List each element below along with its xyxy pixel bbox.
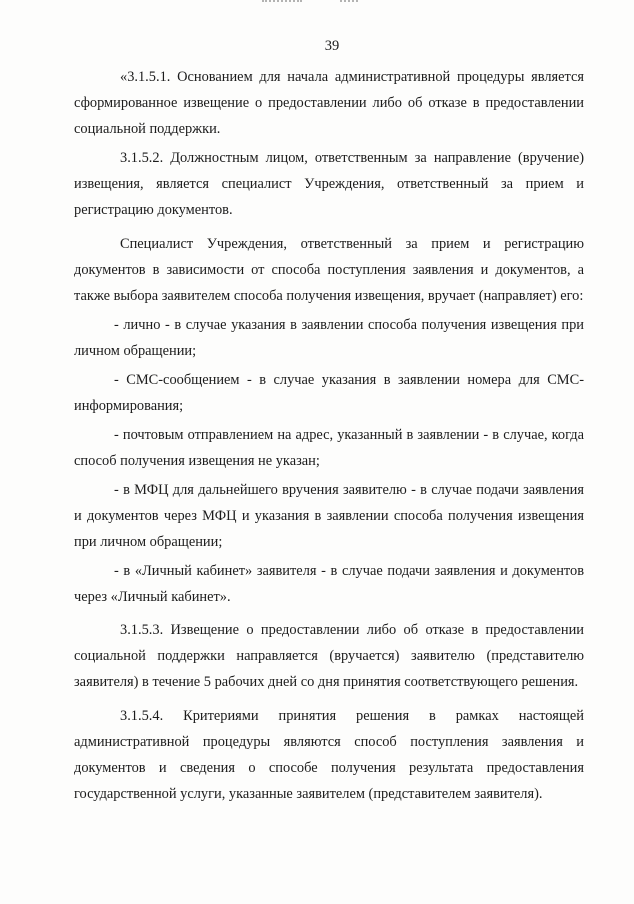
paragraph-3-1-5-2: 3.1.5.2. Должностным лицом, ответственным за направление (вручение) извещения, является специалист Учреждения, ответственный за прием и регистрацию документов. bbox=[74, 150, 584, 218]
scan-artifact bbox=[262, 0, 302, 8]
paragraph-3-1-5-3: 3.1.5.3. Извещение о предоставлении либо об отказе в предоставлении социальной поддержки направляется (вручается) заявителю (представителю заявителя) в течение 5 рабочих дней со дня принятия соответствующего решения. bbox=[74, 622, 584, 690]
paragraph-3-1-5-1: «3.1.5.1. Основанием для начала административной процедуры является сформированное извещение о предоставлении либо об отказе в предоставлении социальной поддержки. bbox=[74, 69, 584, 137]
list-item-in-person: - лично - в случае указания в заявлении способа получения извещения при личном обращении; bbox=[74, 317, 584, 359]
scan-artifact bbox=[340, 0, 358, 8]
list-item-sms: - СМС-сообщением - в случае указания в заявлении номера для СМС-информирования; bbox=[74, 372, 584, 414]
list-item-mfc: - в МФЦ для дальнейшего вручения заявителю - в случае подачи заявления и документов через МФЦ и указания в заявлении способа получения извещения при личном обращении; bbox=[74, 482, 584, 550]
paragraph-3-1-5-4: 3.1.5.4. Критериями принятия решения в рамках настоящей административной процедуры являются способ поступления заявления и документов и сведения о способе получения результата предоставления государственной услуги, указанные заявителем (представителем заявителя). bbox=[74, 708, 584, 802]
document-body bbox=[74, 64, 584, 807]
page-number: 39 bbox=[324, 38, 340, 54]
list-item-post: - почтовым отправлением на адрес, указанный в заявлении - в случае, когда способ получения извещения не указан; bbox=[74, 427, 584, 469]
paragraph-specialist: Специалист Учреждения, ответственный за прием и регистрацию документов в зависимости от способа поступления заявления и документов, а также выбора заявителем способа получения извещения, вручает (направляет) его: bbox=[74, 236, 584, 304]
list-item-personal-cabinet: - в «Личный кабинет» заявителя - в случае подачи заявления и документов через «Личный кабинет». bbox=[74, 563, 584, 605]
